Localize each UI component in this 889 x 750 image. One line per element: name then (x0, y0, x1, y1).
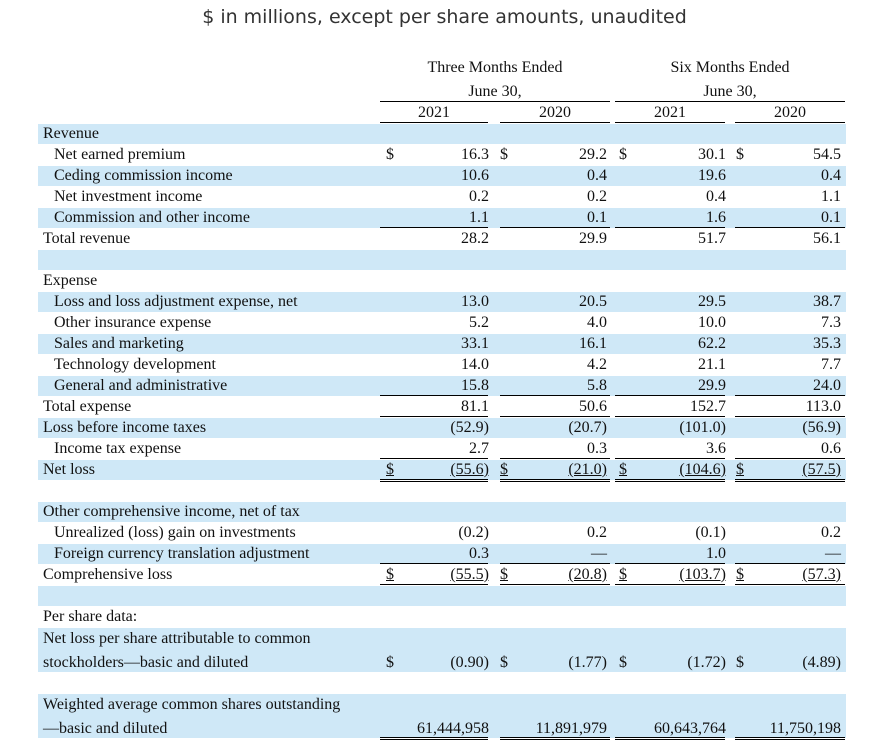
subtotal-rule (615, 458, 725, 459)
value-cell: 0.6 (821, 440, 841, 457)
row-label-continued: stockholders—basic and diluted (43, 654, 249, 671)
value-cell: 0.2 (469, 188, 489, 205)
value-cell: 1.6 (706, 209, 726, 226)
spacer-row (38, 586, 846, 606)
subtotal-rule (735, 227, 845, 228)
currency-symbol: $ (619, 146, 627, 163)
value-cell: 13.0 (461, 293, 489, 310)
value-cell: 30.1 (698, 146, 726, 163)
currency-symbol: $ (386, 654, 394, 671)
year-rule-4 (735, 122, 845, 123)
currency-symbol: $ (386, 146, 394, 163)
table-row (38, 460, 846, 480)
row-label: Loss and loss adjustment expense, net (54, 293, 298, 310)
row-label: General and administrative (54, 377, 228, 394)
value-cell: 28.2 (461, 230, 489, 247)
section-heading: Other comprehensive income, net of tax (43, 503, 300, 520)
value-cell: 29.9 (579, 230, 607, 247)
total-double-rule (380, 737, 488, 740)
value-cell: (57.3) (802, 566, 841, 583)
value-cell: 2.7 (469, 440, 489, 457)
header-three-months: Three Months Ended (427, 59, 563, 76)
year-header-1: 2021 (418, 104, 450, 121)
row-label: Weighted average common shares outstanding (43, 696, 341, 713)
year-rule-1 (380, 122, 488, 123)
value-cell: (104.6) (679, 461, 726, 478)
value-cell: (20.8) (568, 566, 607, 583)
value-cell: (1.77) (568, 654, 607, 671)
value-cell: 0.3 (469, 545, 489, 562)
value-cell: 0.3 (587, 440, 607, 457)
value-cell: (4.89) (802, 654, 841, 671)
currency-symbol: $ (386, 566, 394, 583)
value-cell: 51.7 (698, 230, 726, 247)
currency-symbol: $ (500, 566, 508, 583)
spacer-row (38, 250, 846, 270)
value-cell: (21.0) (568, 461, 607, 478)
value-cell: (0.2) (458, 524, 489, 541)
value-cell: (57.5) (802, 461, 841, 478)
row-label: Comprehensive loss (43, 566, 173, 583)
value-cell: 5.2 (469, 314, 489, 331)
total-double-rule (735, 737, 845, 740)
table-row (38, 166, 846, 186)
header-period-end-three: June 30, (468, 83, 522, 100)
currency-symbol: $ (619, 461, 627, 478)
table-row (38, 208, 846, 228)
subtotal-rule (735, 416, 845, 417)
row-label: Net earned premium (54, 146, 186, 163)
value-cell: (52.9) (450, 419, 489, 436)
section-heading: Revenue (43, 125, 99, 142)
year-header-3: 2021 (654, 104, 686, 121)
table-row (38, 376, 846, 396)
value-cell: (103.7) (679, 566, 726, 583)
subtotal-rule (735, 395, 845, 396)
value-cell: 56.1 (813, 230, 841, 247)
subtotal-rule (380, 458, 488, 459)
table-row (38, 292, 846, 312)
table-row (38, 397, 846, 417)
value-cell: 0.2 (587, 524, 607, 541)
subtotal-rule (615, 563, 725, 564)
value-cell: 1.1 (469, 209, 489, 226)
value-cell: 16.3 (461, 146, 489, 163)
row-label: Net loss per share attributable to common (43, 630, 311, 647)
subtotal-rule (500, 395, 610, 396)
value-cell: 0.4 (821, 167, 841, 184)
value-cell: 0.1 (587, 209, 607, 226)
row-label: Net investment income (54, 188, 203, 205)
currency-symbol: $ (619, 654, 627, 671)
row-label: Total revenue (43, 230, 131, 247)
value-cell: 60,643,764 (654, 720, 726, 737)
header-rule-three (380, 101, 610, 102)
value-cell: 0.4 (706, 188, 726, 205)
section-heading-row (38, 124, 846, 144)
value-cell: 1.1 (821, 188, 841, 205)
row-label: Other insurance expense (54, 314, 212, 331)
value-cell: 0.1 (821, 209, 841, 226)
currency-symbol: $ (736, 146, 744, 163)
spacer-row (38, 481, 846, 501)
currency-symbol: $ (386, 461, 394, 478)
value-cell: (101.0) (679, 419, 726, 436)
spacer-row (38, 673, 846, 693)
subtotal-rule (615, 416, 725, 417)
currency-symbol: $ (500, 654, 508, 671)
section-heading-row (38, 502, 846, 522)
value-cell: 61,444,958 (417, 720, 489, 737)
value-cell: 29.9 (698, 377, 726, 394)
table-row (38, 523, 846, 543)
value-cell: 10.0 (698, 314, 726, 331)
subtotal-rule (380, 563, 488, 564)
value-cell: 16.1 (579, 335, 607, 352)
currency-symbol: $ (736, 654, 744, 671)
subtotal-rule (500, 416, 610, 417)
value-cell: 33.1 (461, 335, 489, 352)
subtotal-rule (615, 395, 725, 396)
value-cell: (56.9) (802, 419, 841, 436)
row-label: Technology development (54, 356, 216, 373)
table-caption: $ in millions, except per share amounts, unaudited (202, 6, 687, 28)
value-cell: 19.6 (698, 167, 726, 184)
subtotal-rule (500, 227, 610, 228)
value-cell: 7.3 (821, 314, 841, 331)
header-period-end-six: June 30, (703, 83, 757, 100)
year-header-4: 2020 (774, 104, 806, 121)
total-double-rule (500, 737, 610, 740)
value-cell: 5.8 (587, 377, 607, 394)
year-rule-3 (615, 122, 725, 123)
value-cell: 54.5 (813, 146, 841, 163)
section-heading-row (38, 271, 846, 291)
value-cell: 81.1 (461, 398, 489, 415)
table-row (38, 544, 846, 564)
value-cell: (0.90) (450, 654, 489, 671)
value-cell: 7.7 (821, 356, 841, 373)
value-cell: 4.2 (587, 356, 607, 373)
value-cell: 21.1 (698, 356, 726, 373)
year-header-2: 2020 (539, 104, 571, 121)
total-double-rule (615, 737, 725, 740)
subtotal-rule (380, 416, 488, 417)
subtotal-rule (380, 395, 488, 396)
value-cell: 24.0 (813, 377, 841, 394)
table-row (38, 694, 846, 738)
table-row (38, 439, 846, 459)
subtotal-rule (500, 458, 610, 459)
value-cell: (20.7) (568, 419, 607, 436)
value-cell: 11,891,979 (535, 720, 607, 737)
value-cell: (55.5) (450, 566, 489, 583)
row-label: Unrealized (loss) gain on investments (54, 524, 296, 541)
value-cell: 15.8 (461, 377, 489, 394)
table-row (38, 418, 846, 438)
value-cell: 29.2 (579, 146, 607, 163)
row-label: Sales and marketing (54, 335, 184, 352)
value-cell: 113.0 (805, 398, 841, 415)
value-cell: 62.2 (698, 335, 726, 352)
value-cell: 0.4 (587, 167, 607, 184)
section-heading-row (38, 607, 846, 627)
currency-symbol: $ (619, 566, 627, 583)
value-cell: 14.0 (461, 356, 489, 373)
subtotal-rule (500, 563, 610, 564)
table-row (38, 229, 846, 249)
value-cell: 11,750,198 (769, 720, 841, 737)
value-cell: 50.6 (579, 398, 607, 415)
header-rule-six (615, 101, 845, 102)
row-label: Foreign currency translation adjustment (54, 545, 310, 562)
value-cell: 3.6 (706, 440, 726, 457)
value-cell: — (825, 545, 841, 562)
value-cell: 1.0 (706, 545, 726, 562)
value-cell: 152.7 (690, 398, 726, 415)
table-row (38, 334, 846, 354)
value-cell: 35.3 (813, 335, 841, 352)
subtotal-rule (735, 458, 845, 459)
value-cell: (55.6) (450, 461, 489, 478)
value-cell: (0.1) (695, 524, 726, 541)
subtotal-rule (615, 227, 725, 228)
row-label: Loss before income taxes (43, 419, 207, 436)
value-cell: 10.6 (461, 167, 489, 184)
value-cell: 4.0 (587, 314, 607, 331)
row-label-continued: —basic and diluted (43, 720, 168, 737)
table-row (38, 565, 846, 585)
value-cell: 0.2 (821, 524, 841, 541)
table-row (38, 187, 846, 207)
subtotal-rule (380, 227, 488, 228)
table-row (38, 313, 846, 333)
value-cell: 0.2 (587, 188, 607, 205)
currency-symbol: $ (736, 566, 744, 583)
currency-symbol: $ (500, 461, 508, 478)
table-row (38, 145, 846, 165)
section-heading: Expense (43, 272, 98, 289)
value-cell: 29.5 (698, 293, 726, 310)
section-heading: Per share data: (43, 608, 138, 625)
value-cell: (1.72) (687, 654, 726, 671)
row-label: Net loss (43, 461, 95, 478)
header-six-months: Six Months Ended (670, 59, 790, 76)
subtotal-rule (735, 563, 845, 564)
row-label: Ceding commission income (54, 167, 233, 184)
row-label: Income tax expense (54, 440, 182, 457)
currency-symbol: $ (736, 461, 744, 478)
currency-symbol: $ (500, 146, 508, 163)
table-row (38, 355, 846, 375)
value-cell: 38.7 (813, 293, 841, 310)
table-row (38, 628, 846, 672)
row-label: Commission and other income (54, 209, 250, 226)
value-cell: 20.5 (579, 293, 607, 310)
year-rule-2 (500, 122, 610, 123)
value-cell: — (591, 545, 607, 562)
row-label: Total expense (43, 398, 132, 415)
